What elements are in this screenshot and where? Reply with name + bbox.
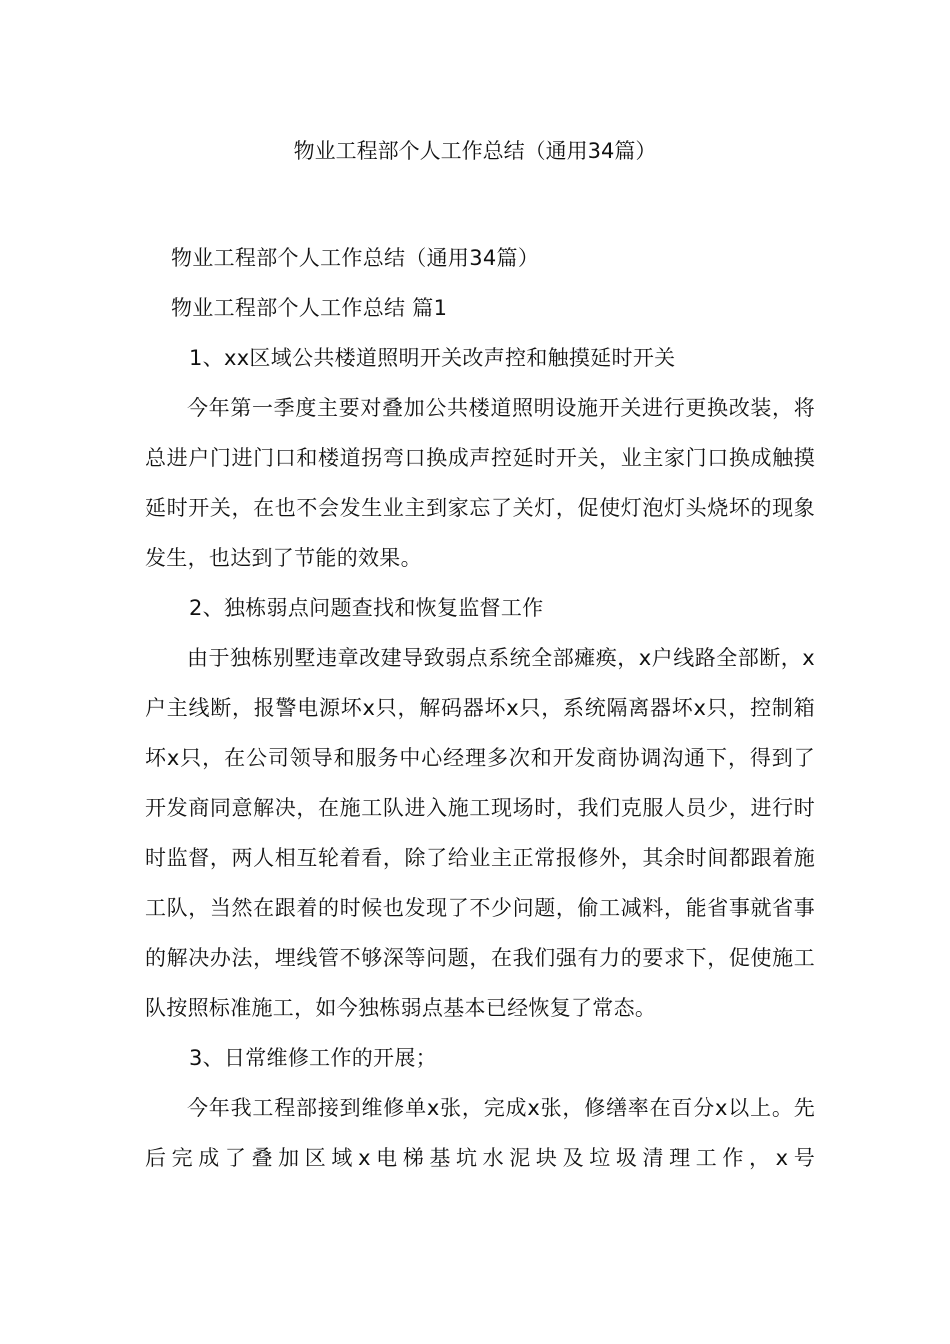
paragraph-item-1-body: 今年第一季度主要对叠加公共楼道照明设施开关进行更换改装，将总进户门进门口和楼道拐弯口换成声控延时开关，业主家门口换成触摸延时开关，在也不会发生业主到家忘了关灯，促使灯泡灯头烧坏的现象发生，也达到了节能的效果。 <box>145 396 815 570</box>
paragraph-item-2-heading: 2、独栋弱点问题查找和恢复监督工作 <box>189 596 544 620</box>
paragraph-item-2-body: 由于独栋别墅违章改建导致弱点系统全部瘫痪，x户线路全部断，x户主线断，报警电源坏x只，解码器坏x只，系统隔离器坏x只，控制箱坏x只，在公司领导和服务中心经理多次和开发商协调沟通下，得到了开发商同意解决，在施工队进入施工现场时，我们克服人员少，进行时时监督，两人相互轮着看，除了给业主正常报修外，其余时间都跟着施工队，当然在跟着的时候也发现了不少问题，偷工减料，能省事就省事的解决办法，埋线管不够深等问题，在我们强有力的要求下，促使施工队按照标准施工，如今独栋弱点基本已经恢复了常态。 <box>145 646 815 1020</box>
paragraph-item-1-heading: 1、xx区域公共楼道照明开关改声控和触摸延时开关 <box>189 346 676 370</box>
paragraph-item-3-body: 今年我工程部接到维修单x张，完成x张，修缮率在百分x以上。先后完成了叠加区域x电梯基坑水泥块及垃圾清理工作，x号 <box>145 1096 815 1170</box>
document-body <box>145 233 815 1183</box>
paragraph-item-3-heading: 3、日常维修工作的开展； <box>189 1046 437 1070</box>
paragraph-subtitle: 物业工程部个人工作总结（通用34篇） <box>171 246 540 270</box>
paragraph-section-heading: 物业工程部个人工作总结 篇1 <box>171 296 448 320</box>
document-title: 物业工程部个人工作总结（通用34篇） <box>293 139 657 163</box>
